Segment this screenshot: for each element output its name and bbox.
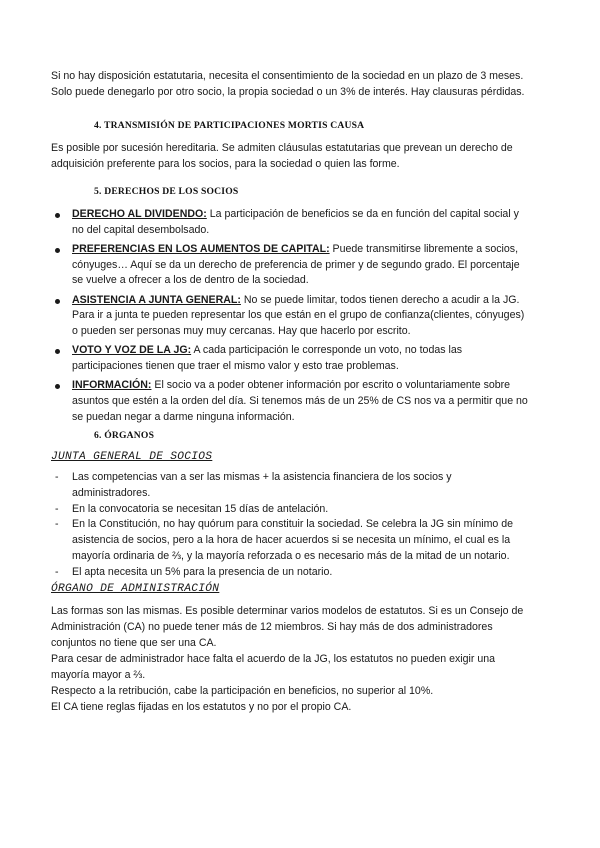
dash-icon: -: [55, 518, 59, 531]
item-term: INFORMACIÓN:: [72, 379, 152, 392]
list-item: - En la Constitución, no hay quórum para constituir la sociedad. Se celebra la JG sin mínimo de asistencia de socios, pero a la hora de hacer acuerdos si se necesita un mínimo, el cual es la mayoría ordinaria de ⅔, y la mayoría reforzada o es necesario más de la mitad de un notario.: [55, 518, 514, 562]
junta-subheading: JUNTA GENERAL DE SOCIOS: [51, 451, 213, 463]
dash-icon: -: [55, 502, 59, 515]
bullet-icon: [55, 349, 60, 354]
bullet-icon: [55, 213, 60, 218]
list-item: - En la convocatoria se necesitan 15 días de antelación.: [51, 502, 551, 518]
list-item: INFORMACIÓN: El socio va a poder obtener información por escrito o voluntariamente sobre asuntos que estén a la orden del día. Si tenemos más de un 25% de CS nos va a permitir que no se puedan negar a darme ninguna información.: [51, 378, 551, 425]
bullet-icon: [55, 299, 60, 304]
organo-subheading: ÓRGANO DE ADMINISTRACIÓN: [51, 583, 220, 595]
dash-icon: -: [55, 471, 59, 483]
section-6-heading: 6. ÓRGANOS: [94, 430, 155, 441]
list-item: ASISTENCIA A JUNTA GENERAL: No se puede limitar, todos tienen derecho a acudir a la JG. Para ir a junta te pueden representar los que están en el grupo de confianza(clientes, cónyuges) o pueden ser personas muy muy cercanas. Hay que hacerlo por escrito.: [51, 293, 551, 340]
item-term: ASISTENCIA A JUNTA GENERAL:: [72, 293, 241, 306]
item-term: VOTO Y VOZ DE LA JG:: [72, 344, 192, 357]
intro-paragraph: [51, 68, 551, 100]
section-4-heading: 4. TRANSMISIÓN DE PARTICIPACIONES MORTIS CAUSA: [94, 120, 365, 131]
section-4-paragraph: [51, 140, 551, 172]
intro-line: Solo puede denegarlo por otro socio, la propia sociedad o un 3% de interés. Hay clausuras pérdidas.: [51, 86, 525, 98]
rights-list: [51, 207, 551, 429]
dash-icon: -: [55, 565, 59, 578]
bullet-icon: [55, 384, 60, 389]
list-item: VOTO Y VOZ DE LA JG: A cada participación le corresponde un voto, no todas las participaciones tienen que traer el mismo valor y esto trae problemas.: [51, 343, 551, 375]
paragraph-line: Es posible por sucesión hereditaria. Se admiten cláusulas estatutarias que prevean un derecho de: [51, 142, 513, 154]
list-item: - Las competencias van a ser las mismas + la asistencia financiera de los socios y administradores.: [55, 471, 452, 499]
bullet-icon: [55, 248, 60, 253]
list-item: DERECHO AL DIVIDENDO: La participación de beneficios se da en función del capital social y no del capital desembolsado.: [51, 207, 551, 239]
list-item: PREFERENCIAS EN LOS AUMENTOS DE CAPITAL: Puede transmitirse libremente a socios, cónyuges… Aquí se da un derecho de preferencia de primer y de segundo grado. El porcentaje se vuelve a ofrecer a los de dentro de la sociedad.: [51, 242, 551, 289]
list-item: - El apta necesita un 5% para la presencia de un notario.: [51, 565, 551, 581]
paragraph-line: adquisición preferente para los socios, para la sociedad o quien las forme.: [51, 158, 400, 170]
intro-line: Si no hay disposición estatutaria, necesita el consentimiento de la sociedad en un plazo de 3 meses.: [51, 70, 524, 82]
section-5-heading: 5. DERECHOS DE LOS SOCIOS: [94, 186, 239, 197]
item-term: PREFERENCIAS EN LOS AUMENTOS DE CAPITAL:: [72, 242, 330, 255]
organo-paragraph: Las formas son las mismas. Es posible determinar varios modelos de estatutos. Si es un Consejo de Administración (CA) no puede tener más de 12 miembros. Si hay más de dos administradores conjuntos no tiene que ser una CA. Para cesar de administrador hace falta el acuerdo de la JG, los estatutos no pueden exigir una mayoría mayor a ⅔. Respecto a la retribución, cabe la participación en beneficios, no superior al 10%. El CA tiene reglas fijadas en los estatutos y no por el propio CA.: [51, 605, 524, 713]
junta-list: [51, 470, 551, 581]
item-term: DERECHO AL DIVIDENDO:: [72, 208, 207, 220]
